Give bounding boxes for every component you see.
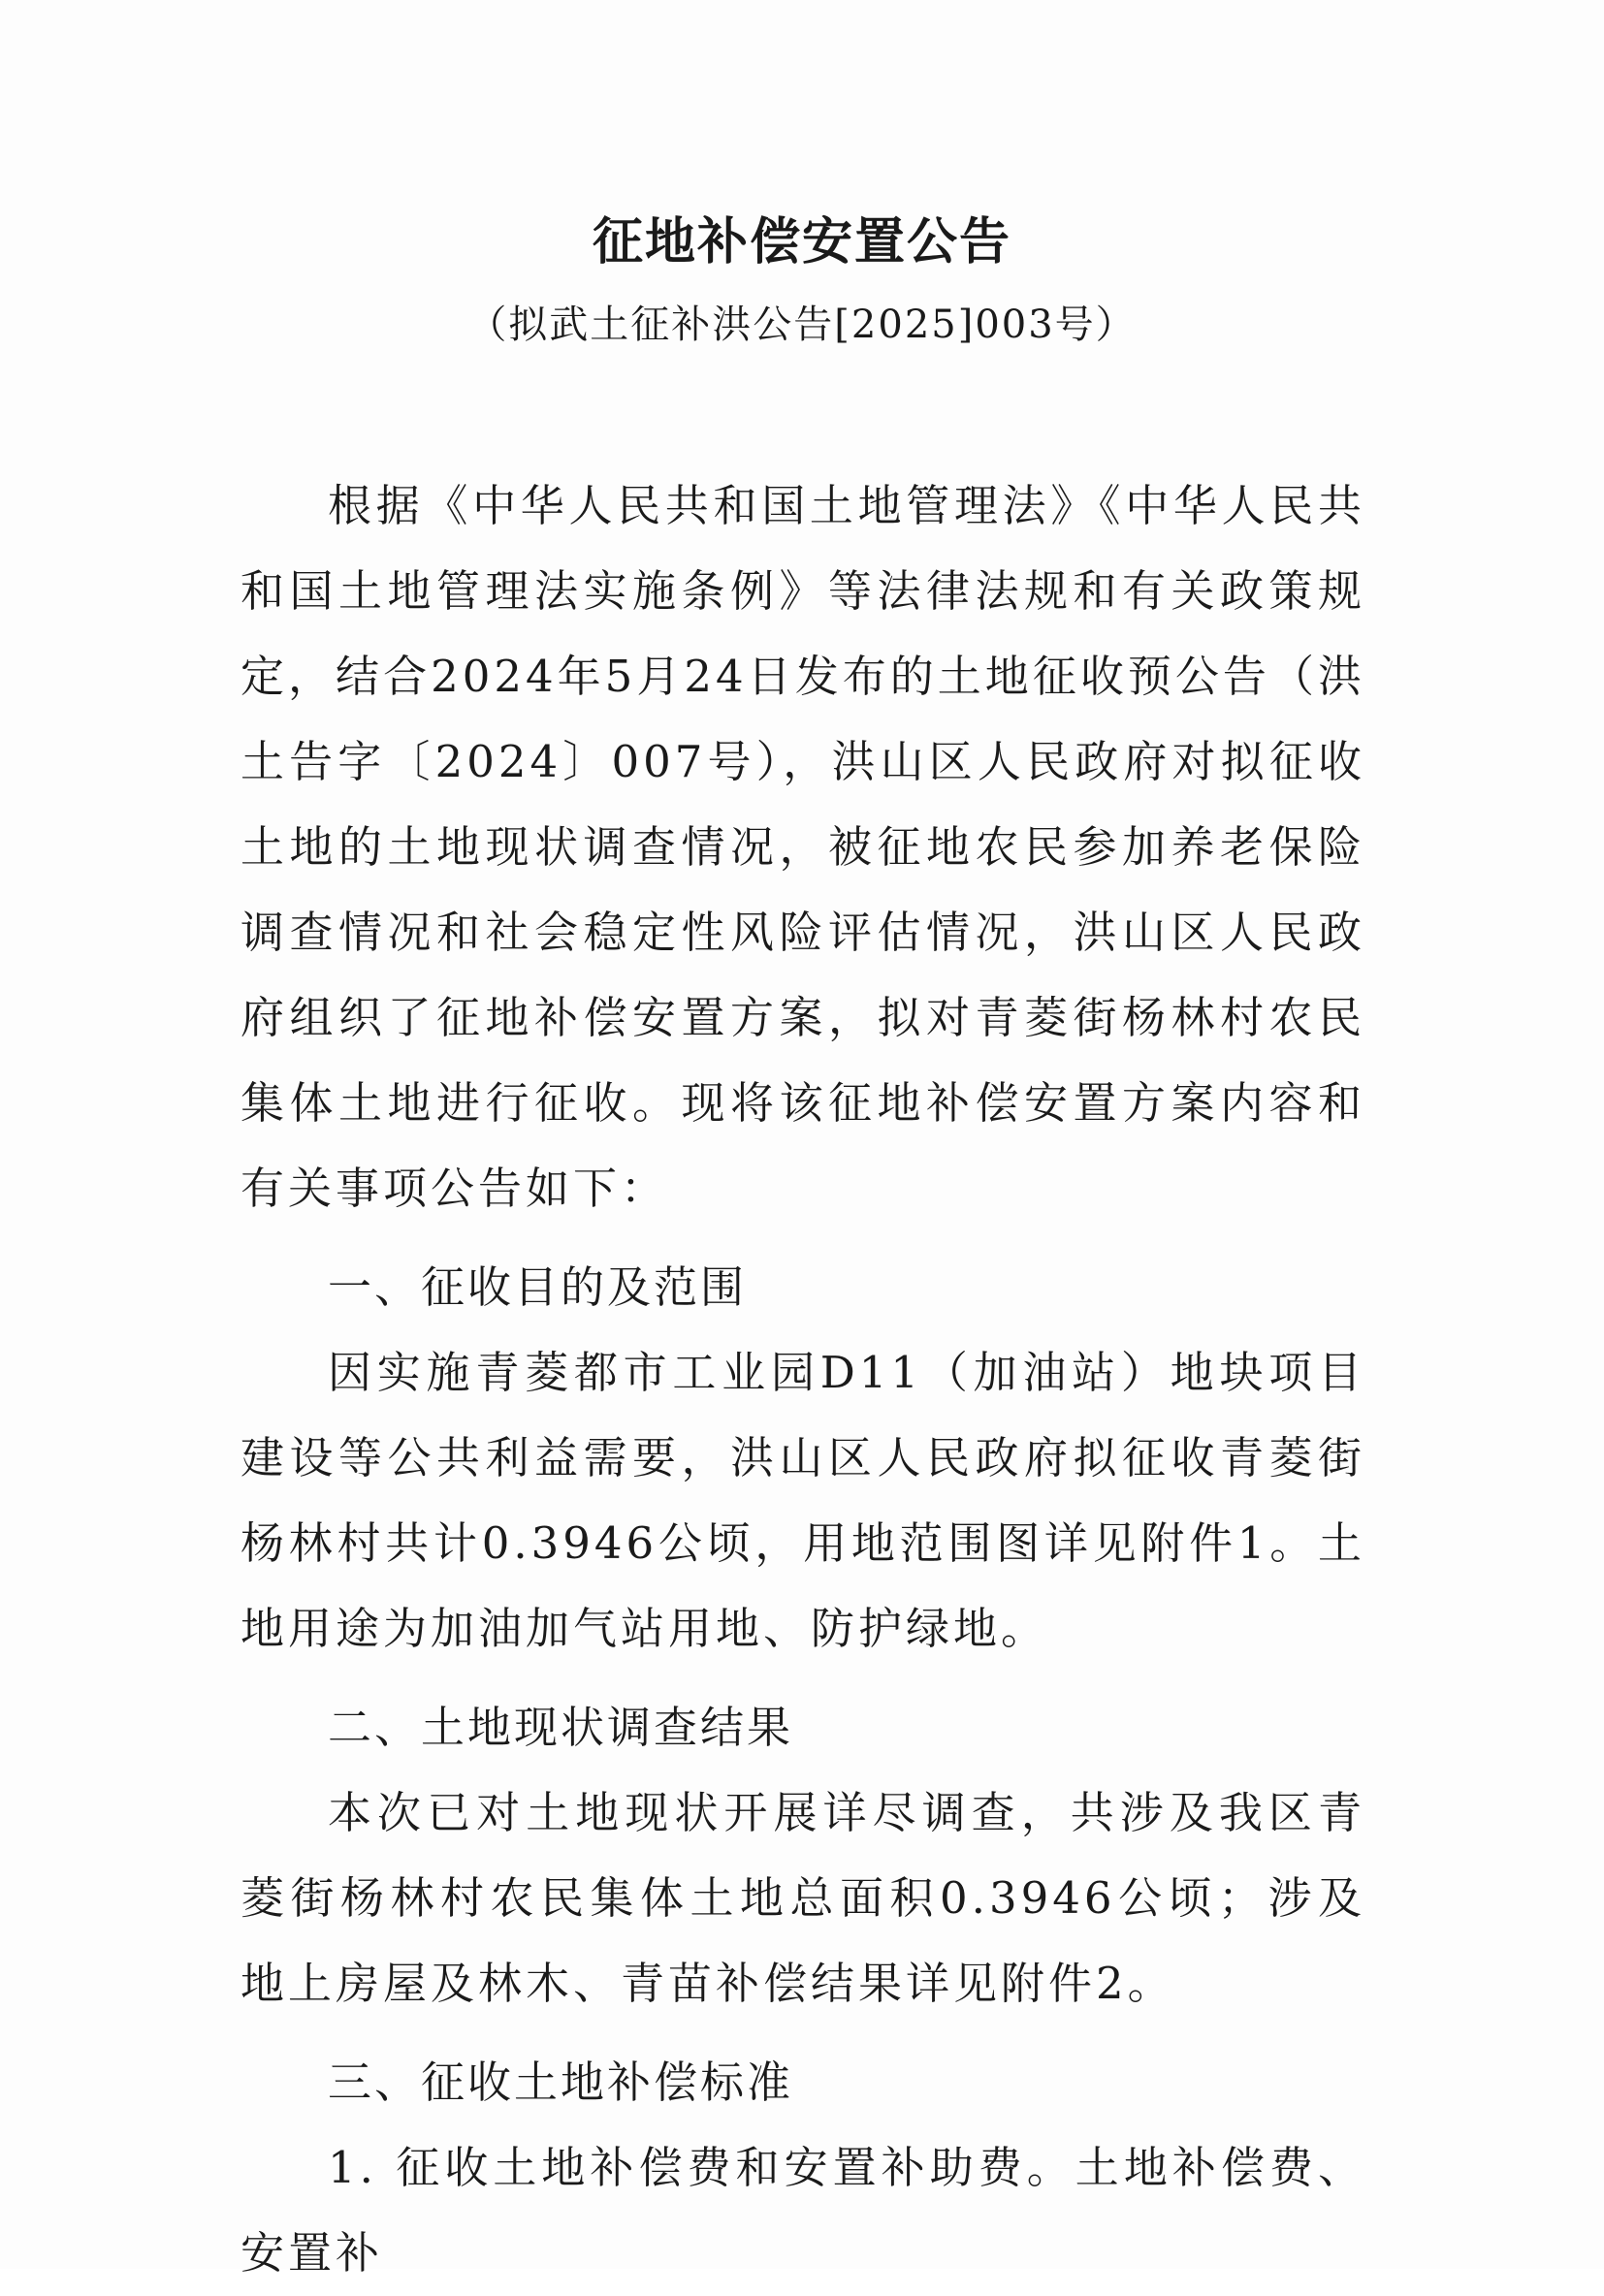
intro-paragraph: 根据《中华人民共和国土地管理法》《中华人民共和国土地管理法实施条例》等法律法规和有关政策规定，结合2024年5月24日发布的土地征收预公告（洪土告字〔2024〕007号），洪山区人民政府对拟征收土地的土地现状调查情况，被征地农民参加养老保险调查情况和社会稳定性风险评估情况，洪山区人民政府组织了征地补偿安置方案，拟对青菱街杨林村农民集体土地进行征收。现将该征地补偿安置方案内容和有关事项公告如下： [241, 480, 1365, 1214]
section-paragraph: 因实施青菱都市工业园D11（加油站）地块项目建设等公共利益需要，洪山区人民政府拟征收青菱街杨林村共计0.3946公顷，用地范围图详见附件1。土地用途为加油加气站用地、防护绿地。 [241, 1347, 1365, 1654]
section-heading: 二、土地现状调查结果 [328, 1702, 794, 1753]
section-heading: 一、征收目的及范围 [328, 1261, 748, 1313]
document-number: （拟武土征补洪公告[2025]003号） [467, 303, 1137, 347]
section-paragraph: 本次已对土地现状开展详尽调查，共涉及我区青菱街杨林村农民集体土地总面积0.3946公顷；涉及地上房屋及林木、青苗补偿结果详见附件2。 [241, 1787, 1365, 2009]
section-paragraph: 1. 征收土地补偿费和安置补助费。土地补偿费、安置补 [241, 2142, 1365, 2279]
section-heading: 三、征收土地补偿标准 [328, 2057, 794, 2108]
document-title: 征地补偿安置公告 [592, 213, 1011, 271]
document-body [241, 463, 1365, 2296]
